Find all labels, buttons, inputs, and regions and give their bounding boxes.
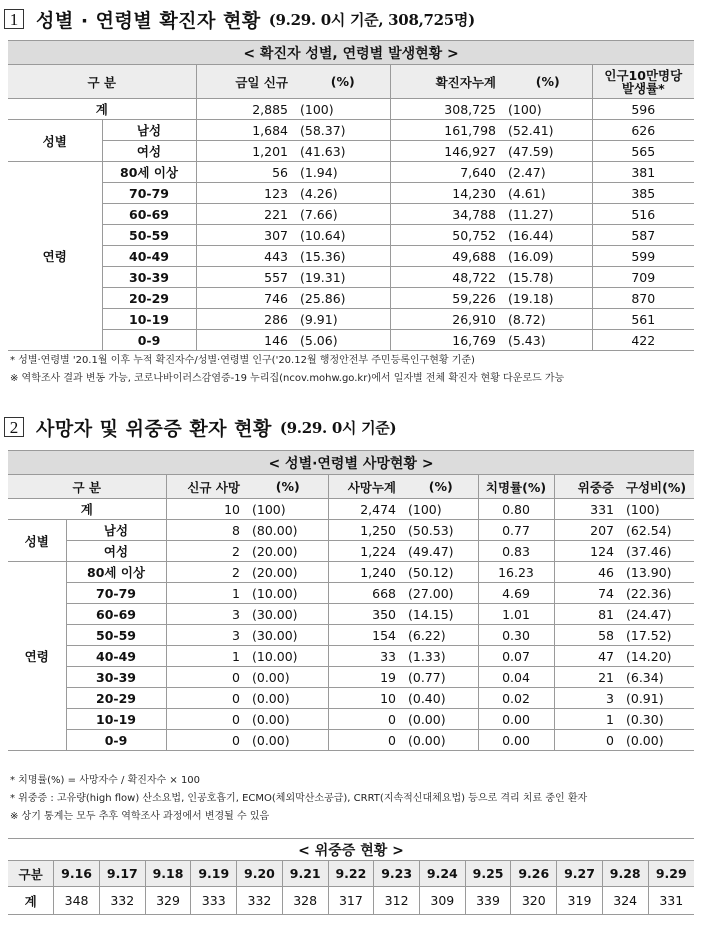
- t2-critical: 81: [554, 604, 618, 625]
- t2-header-fatality: 치명률(%): [478, 475, 554, 499]
- t2-total-cum-pct: (100): [400, 499, 478, 520]
- t1-rate: 626: [592, 120, 694, 141]
- t2-critical: 74: [554, 583, 618, 604]
- total-cumulative-pct: (100): [500, 99, 592, 120]
- t2-group-age_group: 연령: [8, 562, 66, 751]
- t1-cumulative-pct: (52.41): [500, 120, 592, 141]
- t1-cumulative: 14,230: [390, 183, 500, 204]
- t2-cum: 19: [328, 667, 400, 688]
- t2-new-pct: (20.00): [244, 562, 328, 583]
- t2-comp: (13.90): [618, 562, 694, 583]
- t1-row-label: 40-49: [102, 246, 196, 267]
- t2-cum-pct: (50.12): [400, 562, 478, 583]
- t2-new: 2: [166, 562, 244, 583]
- t1-today: 443: [196, 246, 292, 267]
- t1-group-sex_group: 성별: [8, 120, 102, 162]
- t2-new-pct: (0.00): [244, 688, 328, 709]
- t1-today: 123: [196, 183, 292, 204]
- t3-date: 9.26: [511, 861, 557, 887]
- t3-date: 9.25: [465, 861, 511, 887]
- section2-note-3: ※ 상기 통계는 모두 추후 역학조사 과정에서 변경될 수 있음: [10, 811, 270, 822]
- t1-row-label: 60-69: [102, 204, 196, 225]
- t3-value: 324: [602, 887, 648, 915]
- t1-rate: 516: [592, 204, 694, 225]
- t1-today-pct: (7.66): [292, 204, 390, 225]
- t2-cum: 154: [328, 625, 400, 646]
- t2-new-pct: (0.00): [244, 730, 328, 751]
- t1-rate: 565: [592, 141, 694, 162]
- t1-rate: 587: [592, 225, 694, 246]
- t2-cum-pct: (0.40): [400, 688, 478, 709]
- section1-note-1: * 성별·연령별 '20.1월 이후 누적 확진자수/성별·연령별 인구('20.12월 행정안전부 주민등록인구현황 기준): [10, 355, 475, 366]
- t1-cumulative: 50,752: [390, 225, 500, 246]
- t3-value: 317: [328, 887, 374, 915]
- t3-value: 332: [237, 887, 283, 915]
- header-cumulative-pct: (%): [500, 65, 592, 99]
- t2-critical: 3: [554, 688, 618, 709]
- t2-total-critical: 331: [554, 499, 618, 520]
- t2-new-pct: (10.00): [244, 646, 328, 667]
- t1-row-label: 10-19: [102, 309, 196, 330]
- t1-row-label: 20-29: [102, 288, 196, 309]
- t3-date: 9.18: [145, 861, 191, 887]
- t3-date: 9.21: [282, 861, 328, 887]
- section1-title: 성별 · 연령별 확진자 현황: [36, 9, 261, 32]
- t3-value: 328: [282, 887, 328, 915]
- t1-cumulative: 16,769: [390, 330, 500, 351]
- t2-row-label: 80세 이상: [66, 562, 166, 583]
- t2-header-cum-deaths: 사망누계: [328, 475, 400, 499]
- t2-total-comp: (100): [618, 499, 694, 520]
- t2-row-label: 10-19: [66, 709, 166, 730]
- t2-row-label: 여성: [66, 541, 166, 562]
- t1-row-label: 50-59: [102, 225, 196, 246]
- t1-cumulative-pct: (16.44): [500, 225, 592, 246]
- t3-date: 9.20: [237, 861, 283, 887]
- t3-value: 332: [99, 887, 145, 915]
- total-label: 계: [8, 99, 196, 120]
- t2-fatality: 0.00: [478, 730, 554, 751]
- t3-header-label: 구분: [8, 861, 54, 887]
- t3-value: 309: [419, 887, 465, 915]
- t3-date: 9.29: [648, 861, 694, 887]
- t2-comp: (62.54): [618, 520, 694, 541]
- t2-row-label: 0-9: [66, 730, 166, 751]
- t1-row-label: 80세 이상: [102, 162, 196, 183]
- t3-value: 320: [511, 887, 557, 915]
- t2-cum-pct: (0.00): [400, 709, 478, 730]
- t2-cum: 10: [328, 688, 400, 709]
- t2-cum-pct: (0.00): [400, 730, 478, 751]
- t1-today-pct: (58.37): [292, 120, 390, 141]
- t3-date: 9.23: [374, 861, 420, 887]
- t3-value: 329: [145, 887, 191, 915]
- t1-cumulative: 161,798: [390, 120, 500, 141]
- t1-row-label: 0-9: [102, 330, 196, 351]
- t2-new: 0: [166, 667, 244, 688]
- t3-value: 312: [374, 887, 420, 915]
- t2-cum: 0: [328, 709, 400, 730]
- section1-heading: [4, 4, 475, 34]
- t1-cumulative: 48,722: [390, 267, 500, 288]
- t2-fatality: 0.07: [478, 646, 554, 667]
- t1-cumulative-pct: (2.47): [500, 162, 592, 183]
- t1-rate: 385: [592, 183, 694, 204]
- t2-comp: (0.30): [618, 709, 694, 730]
- section1-note-2: ※ 역학조사 결과 변동 가능, 코로나바이러스감염증-19 누리집(ncov.mohw.go.kr)에서 일자별 전체 확진자 현황 다운로드 가능: [10, 373, 565, 384]
- t2-new-pct: (30.00): [244, 625, 328, 646]
- section2-notes: [10, 772, 587, 826]
- t1-row-label: 여성: [102, 141, 196, 162]
- total-rate: 596: [592, 99, 694, 120]
- t2-cum-pct: (6.22): [400, 625, 478, 646]
- t2-row-label: 30-39: [66, 667, 166, 688]
- t2-total-fatality: 0.80: [478, 499, 554, 520]
- t2-fatality: 0.04: [478, 667, 554, 688]
- t2-comp: (14.20): [618, 646, 694, 667]
- table3-title: < 위중증 현황 >: [8, 839, 694, 861]
- t3-value: 319: [557, 887, 603, 915]
- t2-cum-pct: (27.00): [400, 583, 478, 604]
- t2-total-label: 계: [8, 499, 166, 520]
- t2-critical: 207: [554, 520, 618, 541]
- t2-comp: (37.46): [618, 541, 694, 562]
- t1-cumulative-pct: (16.09): [500, 246, 592, 267]
- t3-date: 9.19: [191, 861, 237, 887]
- critical-trend-table: [8, 838, 694, 915]
- t2-new: 0: [166, 688, 244, 709]
- t2-new-pct: (0.00): [244, 709, 328, 730]
- t1-today-pct: (41.63): [292, 141, 390, 162]
- t1-rate: 709: [592, 267, 694, 288]
- t1-cumulative: 49,688: [390, 246, 500, 267]
- header-today-pct: (%): [292, 65, 390, 99]
- t2-new-pct: (20.00): [244, 541, 328, 562]
- t2-row-label: 50-59: [66, 625, 166, 646]
- t2-comp: (17.52): [618, 625, 694, 646]
- table1-title: < 확진자 성별, 연령별 발생현황 >: [8, 41, 694, 65]
- t2-fatality: 0.83: [478, 541, 554, 562]
- t2-header-cum-pct: (%): [400, 475, 478, 499]
- t1-cumulative: 59,226: [390, 288, 500, 309]
- t1-cumulative-pct: (11.27): [500, 204, 592, 225]
- t2-total-cum: 2,474: [328, 499, 400, 520]
- t2-comp: (22.36): [618, 583, 694, 604]
- t2-cum-pct: (49.47): [400, 541, 478, 562]
- section1-number: 1: [4, 9, 24, 29]
- section2-number: 2: [4, 417, 24, 437]
- t2-row-label: 20-29: [66, 688, 166, 709]
- t3-value: 339: [465, 887, 511, 915]
- t2-cum-pct: (1.33): [400, 646, 478, 667]
- t2-cum: 1,224: [328, 541, 400, 562]
- t2-new-pct: (80.00): [244, 520, 328, 541]
- t2-group-sex_group: 성별: [8, 520, 66, 562]
- t1-cumulative-pct: (19.18): [500, 288, 592, 309]
- t2-row-label: 40-49: [66, 646, 166, 667]
- t2-comp: (6.34): [618, 667, 694, 688]
- t1-cumulative-pct: (5.43): [500, 330, 592, 351]
- section2-title: 사망자 및 위중증 환자 현황: [36, 417, 272, 440]
- t2-cum: 350: [328, 604, 400, 625]
- t2-new-pct: (30.00): [244, 604, 328, 625]
- t3-date: 9.22: [328, 861, 374, 887]
- confirmed-cases-table: [8, 40, 694, 351]
- t1-rate: 422: [592, 330, 694, 351]
- t2-cum-pct: (0.77): [400, 667, 478, 688]
- t2-fatality: 0.02: [478, 688, 554, 709]
- t2-critical: 21: [554, 667, 618, 688]
- t2-header-composition: 구성비(%): [618, 475, 694, 499]
- t2-cum-pct: (14.15): [400, 604, 478, 625]
- t3-value: 348: [54, 887, 100, 915]
- t2-cum: 1,240: [328, 562, 400, 583]
- t1-today: 1,684: [196, 120, 292, 141]
- t1-rate: 561: [592, 309, 694, 330]
- t1-cumulative-pct: (4.61): [500, 183, 592, 204]
- header-category: 구 분: [8, 65, 196, 99]
- t2-critical: 124: [554, 541, 618, 562]
- t1-row-label: 30-39: [102, 267, 196, 288]
- t2-new: 3: [166, 604, 244, 625]
- t2-critical: 0: [554, 730, 618, 751]
- t1-row-label: 70-79: [102, 183, 196, 204]
- t2-cum: 1,250: [328, 520, 400, 541]
- t1-today-pct: (1.94): [292, 162, 390, 183]
- t1-today: 56: [196, 162, 292, 183]
- t1-today-pct: (25.86): [292, 288, 390, 309]
- total-today-pct: (100): [292, 99, 390, 120]
- t3-date: 9.16: [54, 861, 100, 887]
- header-rate: [592, 65, 694, 99]
- t2-header-category: 구 분: [8, 475, 166, 499]
- section2-heading: [4, 412, 396, 442]
- t1-today: 286: [196, 309, 292, 330]
- section2-note-2: * 위중증 : 고유량(high flow) 산소요법, 인공호흡기, ECMO(체외막산소공급), CRRT(지속적신대체요법) 등으로 격리 치료 중인 환자: [10, 793, 588, 804]
- deaths-table: [8, 450, 694, 751]
- t1-rate: 599: [592, 246, 694, 267]
- t2-fatality: 16.23: [478, 562, 554, 583]
- t1-rate: 870: [592, 288, 694, 309]
- t2-critical: 47: [554, 646, 618, 667]
- t2-new: 0: [166, 730, 244, 751]
- t3-value: 331: [648, 887, 694, 915]
- t2-new: 1: [166, 646, 244, 667]
- t2-new: 2: [166, 541, 244, 562]
- t2-comp: (24.47): [618, 604, 694, 625]
- t1-today: 557: [196, 267, 292, 288]
- section2-note-1: * 치명률(%) = 사망자수 / 확진자수 × 100: [10, 775, 201, 786]
- t1-cumulative-pct: (8.72): [500, 309, 592, 330]
- t2-new-pct: (10.00): [244, 583, 328, 604]
- header-rate-line1: 인구10만명당: [604, 67, 683, 83]
- t3-row-label: 계: [8, 887, 54, 915]
- t2-cum-pct: (50.53): [400, 520, 478, 541]
- t2-new: 3: [166, 625, 244, 646]
- t2-comp: (0.00): [618, 730, 694, 751]
- t1-today: 221: [196, 204, 292, 225]
- t3-date: 9.27: [557, 861, 603, 887]
- t2-new: 8: [166, 520, 244, 541]
- section2-subtitle: (9.29. 0시 기준): [279, 418, 397, 437]
- t2-critical: 58: [554, 625, 618, 646]
- t2-critical: 46: [554, 562, 618, 583]
- t2-cum: 33: [328, 646, 400, 667]
- t1-rate: 381: [592, 162, 694, 183]
- t1-today: 307: [196, 225, 292, 246]
- t2-fatality: 1.01: [478, 604, 554, 625]
- t3-date: 9.17: [99, 861, 145, 887]
- t2-new: 0: [166, 709, 244, 730]
- t2-critical: 1: [554, 709, 618, 730]
- t1-cumulative: 34,788: [390, 204, 500, 225]
- total-cumulative: 308,725: [390, 99, 500, 120]
- t1-cumulative-pct: (15.78): [500, 267, 592, 288]
- section1-notes: [10, 352, 564, 388]
- t2-row-label: 60-69: [66, 604, 166, 625]
- t3-date: 9.24: [419, 861, 465, 887]
- t2-comp: (0.91): [618, 688, 694, 709]
- t2-fatality: 0.77: [478, 520, 554, 541]
- header-rate-line2: 발생률*: [621, 80, 665, 96]
- t1-today: 746: [196, 288, 292, 309]
- t1-cumulative: 26,910: [390, 309, 500, 330]
- t1-cumulative: 146,927: [390, 141, 500, 162]
- t1-today-pct: (10.64): [292, 225, 390, 246]
- t3-date: 9.28: [602, 861, 648, 887]
- t1-today-pct: (4.26): [292, 183, 390, 204]
- t2-cum: 0: [328, 730, 400, 751]
- table2-title: < 성별·연령별 사망현황 >: [8, 451, 694, 475]
- t1-cumulative: 7,640: [390, 162, 500, 183]
- t2-header-critical: 위중증: [554, 475, 618, 499]
- t2-fatality: 4.69: [478, 583, 554, 604]
- t1-today-pct: (19.31): [292, 267, 390, 288]
- t1-row-label: 남성: [102, 120, 196, 141]
- t2-fatality: 0.00: [478, 709, 554, 730]
- t2-fatality: 0.30: [478, 625, 554, 646]
- t1-today: 146: [196, 330, 292, 351]
- t2-header-new-pct: (%): [244, 475, 328, 499]
- t1-today-pct: (9.91): [292, 309, 390, 330]
- section1-subtitle: (9.29. 0시 기준, 308,725명): [268, 10, 475, 29]
- header-cumulative: 확진자누계: [390, 65, 500, 99]
- t2-header-new-deaths: 신규 사망: [166, 475, 244, 499]
- t2-row-label: 남성: [66, 520, 166, 541]
- t1-cumulative-pct: (47.59): [500, 141, 592, 162]
- t2-row-label: 70-79: [66, 583, 166, 604]
- total-today: 2,885: [196, 99, 292, 120]
- t1-group-age_group: 연령: [8, 162, 102, 351]
- t2-total-new: 10: [166, 499, 244, 520]
- t1-today-pct: (15.36): [292, 246, 390, 267]
- t3-value: 333: [191, 887, 237, 915]
- t1-today: 1,201: [196, 141, 292, 162]
- t2-new-pct: (0.00): [244, 667, 328, 688]
- t2-cum: 668: [328, 583, 400, 604]
- header-today: 금일 신규: [196, 65, 292, 99]
- t2-total-new-pct: (100): [244, 499, 328, 520]
- t1-today-pct: (5.06): [292, 330, 390, 351]
- t2-new: 1: [166, 583, 244, 604]
